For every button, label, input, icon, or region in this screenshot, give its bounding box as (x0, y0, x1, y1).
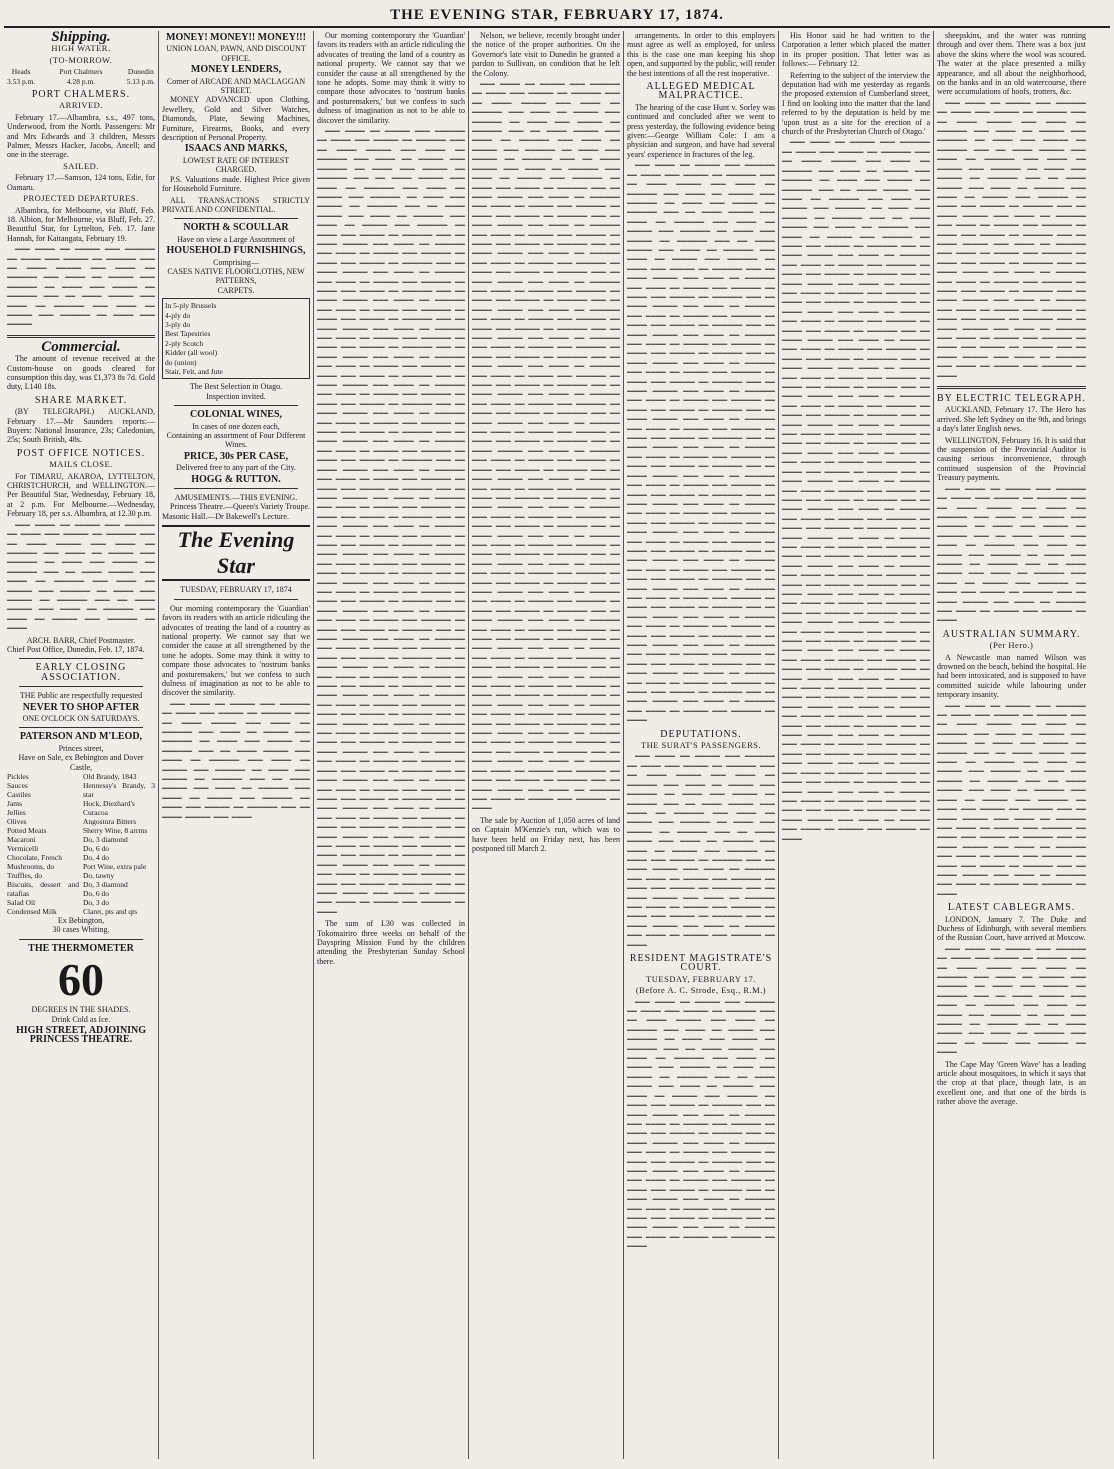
column-5 (624, 31, 779, 1459)
arrived-label: ARRIVED. (59, 100, 103, 111)
list-item: Do, 3 diamond (83, 880, 128, 890)
arrived-text: February 17.—Albambra, s.s., 497 tons, Underwood, from the North. Passengers: Mr and Mrs Edwards and 3 children, Messrs Palmer, Messrs Hacker, Jacobs, Ancell; and one in the steerage. (7, 112, 155, 160)
isaacs-marks: ISAACS AND MARKS, (184, 143, 288, 155)
list-item: Potted Meats (7, 826, 47, 836)
share-text: (BY TELEGRAPH.) AUCKLAND, February 17.—Mr Saunders reports:—Buyers: National Insurance, 23s; Caledonian, 25s; South British, 48s. (7, 407, 155, 445)
list-item: Old Brandy, 1843 (83, 772, 137, 782)
col5-para-a: arrangements. In order to this employers must agree as well as employed, for unless this is the case one man keeping his shop open, and supported by the public, will render the best intentions of all the rest inoperative. (627, 31, 775, 78)
col3-para-b: The sum of L30 was collected in Tokomairiro three weeks on behalf of the Dayspring Mission Fund by the children attending the Presbyterian Sunday School there. (317, 919, 465, 966)
list-item: 2-ply Scotch (165, 338, 204, 348)
list-item: Port Wine, extra pale (83, 862, 147, 872)
colonial-assort: Containing an assortment of Four Different Wines. (166, 431, 306, 450)
alleged-heading: ALLEGED MEDICAL MALPRACTICE. (646, 81, 756, 102)
high-water-label: HIGH WATER. (51, 43, 111, 54)
list-item: do (union) (165, 357, 197, 367)
divider (174, 488, 298, 489)
money-title: MONEY! MONEY!! MONEY!!! (166, 32, 306, 43)
cablegram-2: The Cape May 'Green Wave' has a leading article about mosquitoes, in which it says that the crop at that place, though late, is an excellent one, and that one of the birds is rather above the average. (937, 1059, 1086, 1107)
list-item: Stair, Felt, and Jute (165, 367, 223, 376)
list-item: Truffles, do (7, 871, 43, 881)
carpets-box (162, 298, 310, 379)
columns (4, 31, 1110, 1459)
deputations-heading: DEPUTATIONS. (660, 728, 742, 740)
postmaster: ARCH. BARR, Chief Postmaster. (26, 635, 136, 645)
pm-items-left (7, 772, 79, 916)
hogg-rutton: HOGG & RUTTON. (191, 473, 281, 485)
list-item: Curacoa (83, 808, 108, 818)
column-3 (314, 31, 469, 1459)
list-item: Kidder (all wool) (165, 348, 218, 358)
thermo-value: 60 (58, 954, 104, 1006)
surat-heading: THE SURAT'S PASSENGERS. (640, 740, 762, 751)
tide-table (7, 67, 155, 86)
sailed-label: SAILED. (63, 160, 99, 171)
surat-body-filler: ━━━ ━━━━ ━━ ━━━━━ ━━━ ━━━━━━ ━━ ━━━━ ━━━ ━━━━━ ━━ ━━━━━━ ━━━ ━━ ━━━━ ━━━━━ ━━━ ━━━━ ━━ ━━━━━━ ━━━ ━━━━ ━━ ━━━━━ ━━━ ━━━━━━ ━━ ━━━━ ━━━ ━━━━━ ━━ ━━━━━━ ━━━ ━━ ━━━━ ━━━━━ ━━━ ━━━━ ━━ ━━━━━━ ━━━ ━━━━ ━━ ━━━━━ ━━━ ━━━━━━ ━━ ━━━━ ━━━ ━━━━━ ━━ ━━━━━━ ━━━ ━━ ━━━━ ━━━━━ ━━━ ━━━━ ━━ ━━━━━━ ━━━ ━━━━ ━━ ━━━━━ ━━━ ━━━━━━ ━━ ━━━━ ━━━ ━━━━━ ━━ ━━━━━━ ━━━ ━━ ━━━━ ━━━━━ ━━━ ━━━━ ━━ ━━━━━━ ━━━ ━━━━ ━━ ━━━━━ ━━━ ━━━━━━ ━━ ━━━━ ━━━ ━━━━━ ━━ ━━━━━━ ━━━ ━━ ━━━━ ━━━━━ ━━━ ━━━━ ━━ ━━━━━━ ━━━ ━━━━ ━━ ━━━━━ ━━━ ━━━━━━ ━━ ━━━━ ━━━ ━━━━━ ━━ ━━━━━━ ━━━ ━━ ━━━━ ━━━━━ ━━━ ━━━━ ━━ ━━━━━━ ━━━ ━━━━ ━━ ━━━━━ ━━━ ━━━━━━ ━━ ━━━━ (627, 752, 775, 950)
thermo-drink: Drink Cold as Ice. (51, 1014, 111, 1024)
shipping-body-filler: ━━━ ━━━━ ━━ ━━━━━ ━━━ ━━━━━━ ━━ ━━━━ ━━━ ━━━━━ ━━ ━━━━━━ ━━━ ━━ ━━━━ ━━━━━ ━━━ ━━━━ ━━ ━━━━━━ ━━━ ━━━━ ━━ ━━━━━ ━━━ ━━━━━━ ━━ ━━━━ ━━━ ━━━━━ ━━ ━━━━━━ ━━━ ━━ ━━━━ ━━━━━ ━━━ ━━━━ ━━ ━━━━━━ ━━━ ━━━━ ━━ ━━━━━ ━━━ ━━━━━━ ━━ ━━━━ ━━━ ━━━━━ (7, 245, 155, 330)
divider (19, 686, 143, 687)
divider (174, 405, 298, 406)
thermo-unit: DEGREES IN THE SHADES. (31, 1005, 131, 1015)
paper-title: The Evening Star (162, 525, 310, 581)
col3-para-a: Our morning contemporary the 'Guardian' favors its readers with an article ridiculing the advocates of treating the land of a country as national property. We cannot say that we consider the cause at all strengthened by the tone he adopts. Some may think it witty to compare those advocates to 'nostrum banks and posturemakers,' but we confess to such dulness of imagination as not to be able to discover the similarity. (317, 31, 465, 125)
resident-heading: RESIDENT MAGISTRATE'S COURT. (629, 953, 773, 974)
column-shipping (4, 31, 159, 1459)
post-date: Chief Post Office, Dunedin, Feb. 17, 1874. (7, 644, 145, 654)
pm-street: Princes street, (58, 743, 104, 753)
commercial-text: The amount of revenue received at the Custom-house on goods cleared for consumption this day, was £1,373 8s 7d. Gold duty, L140 18s. (7, 354, 155, 392)
list-item: Jams (7, 799, 22, 809)
early-title: THE Public are respectfully requested (19, 691, 143, 701)
amusements-heading: AMUSEMENTS.—THIS EVENING. (174, 493, 298, 503)
tomorrow-label: (TO-MORROW. (49, 54, 113, 65)
money-sub: UNION LOAN, PAWN, AND DISCOUNT OFFICE. (166, 44, 306, 63)
pm-item-list (7, 772, 155, 916)
amusements-text: Princess Theatre.—Queen's Variety Troupe. Masonic Hall.—Dr Bakewell's Lecture. (162, 502, 311, 521)
pm-ex: Ex Bebington, (57, 916, 105, 926)
confidential: ALL TRANSACTIONS STRICTLY PRIVATE AND CONFIDENTIAL. (162, 195, 310, 214)
shipping-heading: Shipping. (51, 31, 111, 45)
divider (19, 727, 143, 728)
australian-body-filler: ━━━ ━━━━ ━━ ━━━━━ ━━━ ━━━━━━ ━━ ━━━━ ━━━ ━━━━━ ━━ ━━━━━━ ━━━ ━━ ━━━━ ━━━━━ ━━━ ━━━━ ━━ ━━━━━━ ━━━ ━━━━ ━━ ━━━━━ ━━━ ━━━━━━ ━━ ━━━━ ━━━ ━━━━━ ━━ ━━━━━━ ━━━ ━━ ━━━━ ━━━━━ ━━━ ━━━━ ━━ ━━━━━━ ━━━ ━━━━ ━━ ━━━━━ ━━━ ━━━━━━ ━━ ━━━━ ━━━ ━━━━━ ━━ ━━━━━━ ━━━ ━━ ━━━━ ━━━━━ ━━━ ━━━━ ━━ ━━━━━━ ━━━ ━━━━ ━━ ━━━━━ ━━━ ━━━━━━ ━━ ━━━━ ━━━ ━━━━━ ━━ ━━━━━━ ━━━ ━━ ━━━━ ━━━━━ ━━━ ━━━━ ━━ ━━━━━━ ━━━ ━━━━ ━━ ━━━━━ ━━━ ━━━━━━ ━━ ━━━━ ━━━ ━━━━━ ━━ ━━━━━━ ━━━ ━━ ━━━━ ━━━━━ ━━━ ━━━━ ━━ ━━━━━━ ━━━ ━━━━ ━━ ━━━━━ ━━━ ━━━━━━ ━━ ━━━━ ━━━ ━━━━━ ━━ ━━━━━━ ━━━ ━━ ━━━━ ━━━━━ ━━━ ━━━━ ━━ ━━━━━━ ━━━ ━━━━ ━━ ━━━━━ ━━━ ━━━━━━ ━━ ━━━━ (937, 701, 1086, 899)
ns-cases: CASES NATIVE FLOORCLOTHS, NEW PATTERNS, (167, 266, 305, 286)
newspaper-page (4, 4, 1110, 1461)
telegraph-2: WELLINGTON, February 16. It is said that the suspension of the Provincial Auditor is causing serious inconvenience, through continued suspension of the Provincial Treasury payments. (937, 435, 1086, 483)
australian-heading: AUSTRALIAN SUMMARY. (942, 628, 1081, 640)
share-market-heading: SHARE MARKET. (34, 394, 128, 406)
list-item: Hennessy's Brandy, 3 star (83, 781, 155, 800)
mails-text: For TIMARU, AKAROA, LYTTELTON, CHRISTCHURCH, and WELLINGTON.—Per Beautiful Star, Wednesday, February 18, at 2 p.m. For Melbourne.—Wednesday, February 18, per s.s. Albambra, at 12.30 p.m. (7, 471, 155, 519)
list-item: Do, 6 do (83, 889, 110, 899)
telegraph-body-filler: ━━━ ━━━━ ━━ ━━━━━ ━━━ ━━━━━━ ━━ ━━━━ ━━━ ━━━━━ ━━ ━━━━━━ ━━━ ━━ ━━━━ ━━━━━ ━━━ ━━━━ ━━ ━━━━━━ ━━━ ━━━━ ━━ ━━━━━ ━━━ ━━━━━━ ━━ ━━━━ ━━━ ━━━━━ ━━ ━━━━━━ ━━━ ━━ ━━━━ ━━━━━ ━━━ ━━━━ ━━ ━━━━━━ ━━━ ━━━━ ━━ ━━━━━ ━━━ ━━━━━━ ━━ ━━━━ ━━━ ━━━━━ ━━ ━━━━━━ ━━━ ━━ ━━━━ ━━━━━ ━━━ ━━━━ ━━ ━━━━━━ ━━━ ━━━━ ━━ ━━━━━ ━━━ ━━━━━━ ━━ ━━━━ ━━━ ━━━━━ ━━ ━━━━━━ ━━━ ━━ ━━━━ ━━━━━ ━━━ ━━━━ ━━ ━━━━━━ ━━━ ━━━━ ━━ ━━━━━ ━━━ ━━━━━━ ━━ ━━━━ (937, 484, 1086, 626)
col6-para-a: His Honor said he had written to the Corporation a letter which placed the matter in its proper position. That letter was as follows:— February 12. (782, 31, 930, 69)
carpets-note: The Best Selection in Otago. (189, 382, 283, 392)
cablegram-body-filler: ━━━ ━━━━ ━━ ━━━━━ ━━━ ━━━━━━ ━━ ━━━━ ━━━ ━━━━━ ━━ ━━━━━━ ━━━ ━━ ━━━━ ━━━━━ ━━━ ━━━━ ━━ ━━━━━━ ━━━ ━━━━ ━━ ━━━━━ ━━━ ━━━━━━ ━━ ━━━━ ━━━ ━━━━━ ━━ ━━━━━━ ━━━ ━━ ━━━━ ━━━━━ ━━━ ━━━━ ━━ ━━━━━━ ━━━ ━━━━ ━━ ━━━━━ ━━━ ━━━━━━ ━━ ━━━━ ━━━ ━━━━━ ━━ ━━━━━━ ━━━ ━━ ━━━━ ━━━━━ ━━━ ━━━━ ━━ ━━━━━━ ━━━ ━━━━ ━━ ━━━━━ ━━━ ━━━━━━ ━━ ━━━━ (937, 944, 1086, 1058)
list-item: Salad Oil (7, 898, 36, 908)
col4-para-a: Nelson, we believe, recently brought under the notice of the proper authorities. On the Governor's late visit to Dunedin he granted a pardon to Sullivan, on condition that he left the Colony. (472, 31, 620, 78)
thermo-title: THE THERMOMETER (28, 942, 134, 954)
list-item: Biscuits, dessert and ratafias (7, 880, 79, 899)
pawn-note: P.S. Valuations made. Highest Price given for Household Furniture. (162, 174, 310, 194)
tide-dunedin: Dunedin 5.13 p.m. (126, 67, 155, 86)
australian-1: A Newcastle man named Wilson was drowned on the beach, behind the hospital. He had been intoxicated, and is supposed to have committed suicide while labouring under temporary insanity. (937, 652, 1086, 700)
resident-before: (Before A. C. Strode, Esq., R.M.) (635, 985, 767, 996)
list-item: Claret, pts and qts (83, 907, 138, 917)
list-item: Do, 3 do (83, 898, 110, 908)
list-item: Macaroni (7, 835, 36, 845)
tide-port: Port Chalmers 4.28 p.m. (59, 67, 103, 86)
pm-items-right (83, 772, 155, 916)
carpets-title: CARPETS. (217, 285, 255, 295)
cablegrams-heading: LATEST CABLEGRAMS. (947, 902, 1076, 914)
divider (174, 218, 298, 219)
col7-body-filler: ━━━ ━━━━ ━━ ━━━━━ ━━━ ━━━━━━ ━━ ━━━━ ━━━ ━━━━━ ━━ ━━━━━━ ━━━ ━━ ━━━━ ━━━━━ ━━━ ━━━━ ━━ ━━━━━━ ━━━ ━━━━ ━━ ━━━━━ ━━━ ━━━━━━ ━━ ━━━━ ━━━ ━━━━━ ━━ ━━━━━━ ━━━ ━━ ━━━━ ━━━━━ ━━━ ━━━━ ━━ ━━━━━━ ━━━ ━━━━ ━━ ━━━━━ ━━━ ━━━━━━ ━━ ━━━━ ━━━ ━━━━━ ━━ ━━━━━━ ━━━ ━━ ━━━━ ━━━━━ ━━━ ━━━━ ━━ ━━━━━━ ━━━ ━━━━ ━━ ━━━━━ ━━━ ━━━━━━ ━━ ━━━━ ━━━ ━━━━━ ━━ ━━━━━━ ━━━ ━━ ━━━━ ━━━━━ ━━━ ━━━━ ━━ ━━━━━━ ━━━ ━━━━ ━━ ━━━━━ ━━━ ━━━━━━ ━━ ━━━━ ━━━ ━━━━━ ━━ ━━━━━━ ━━━ ━━ ━━━━ ━━━━━ ━━━ ━━━━ ━━ ━━━━━━ ━━━ ━━━━ ━━ ━━━━━ ━━━ ━━━━━━ ━━ ━━━━ ━━━ ━━━━━ ━━ ━━━━━━ ━━━ ━━ ━━━━ ━━━━━ ━━━ ━━━━ ━━ ━━━━━━ ━━━ ━━━━ ━━ ━━━━━ ━━━ ━━━━━━ ━━ ━━━━ ━━━ ━━━━━ ━━ ━━━━━━ ━━━ ━━ ━━━━ ━━━━━ ━━━ ━━━━ ━━ ━━━━━━ ━━━ ━━━━ ━━ ━━━━━ ━━━ ━━━━━━ ━━ ━━━━ ━━━ ━━━━━ ━━ ━━━━━━ ━━━ ━━ ━━━━ ━━━━━ ━━━ ━━━━ ━━ ━━━━━━ ━━━ ━━━━ ━━ ━━━━━ ━━━ ━━━━━━ ━━ ━━━━ ━━━ ━━━━━ ━━ ━━━━━━ ━━━ ━━ ━━━━ ━━━━━ ━━━ ━━━━ ━━ ━━━━━━ ━━━ ━━━━ ━━ ━━━━━ ━━━ ━━━━━━ ━━ ━━━━ (937, 98, 1086, 381)
list-item: 4-ply do (165, 310, 191, 320)
tide-heads: Heads 3.53 p.m. (7, 67, 36, 86)
list-item: Castiles (7, 790, 31, 800)
projected-label: PROJECTED DEPARTURES. (23, 193, 139, 204)
pm-cases: 30 cases Whiting. (52, 925, 110, 935)
list-item: Chocolate, French (7, 853, 62, 863)
post-office-heading: POST OFFICE NOTICES. (16, 447, 146, 459)
masthead: THE EVENING STAR, FEBRUARY 17, 1874. (4, 4, 1110, 28)
list-item: Do, 6 do (83, 844, 110, 854)
col3-body-filler: ━━━ ━━━━ ━━ ━━━━━ ━━━ ━━━━━━ ━━ ━━━━ ━━━ ━━━━━ ━━ ━━━━━━ ━━━ ━━ ━━━━ ━━━━━ ━━━ ━━━━ ━━ ━━━━━━ ━━━ ━━━━ ━━ ━━━━━ ━━━ ━━━━━━ ━━ ━━━━ ━━━ ━━━━━ ━━ ━━━━━━ ━━━ ━━ ━━━━ ━━━━━ ━━━ ━━━━ ━━ ━━━━━━ ━━━ ━━━━ ━━ ━━━━━ ━━━ ━━━━━━ ━━ ━━━━ ━━━ ━━━━━ ━━ ━━━━━━ ━━━ ━━ ━━━━ ━━━━━ ━━━ ━━━━ ━━ ━━━━━━ ━━━ ━━━━ ━━ ━━━━━ ━━━ ━━━━━━ ━━ ━━━━ ━━━ ━━━━━ ━━ ━━━━━━ ━━━ ━━ ━━━━ ━━━━━ ━━━ ━━━━ ━━ ━━━━━━ ━━━ ━━━━ ━━ ━━━━━ ━━━ ━━━━━━ ━━ ━━━━ ━━━ ━━━━━ ━━ ━━━━━━ ━━━ ━━ ━━━━ ━━━━━ ━━━ ━━━━ ━━ ━━━━━━ ━━━ ━━━━ ━━ ━━━━━ ━━━ ━━━━━━ ━━ ━━━━ ━━━ ━━━━━ ━━ ━━━━━━ ━━━ ━━ ━━━━ ━━━━━ ━━━ ━━━━ ━━ ━━━━━━ ━━━ ━━━━ ━━ ━━━━━ ━━━ ━━━━━━ ━━ ━━━━ ━━━ ━━━━━ ━━ ━━━━━━ ━━━ ━━ ━━━━ ━━━━━ ━━━ ━━━━ ━━ ━━━━━━ ━━━ ━━━━ ━━ ━━━━━ ━━━ ━━━━━━ ━━ ━━━━ ━━━ ━━━━━ ━━ ━━━━━━ ━━━ ━━ ━━━━ ━━━━━ ━━━ ━━━━ ━━ ━━━━━━ ━━━ ━━━━ ━━ ━━━━━ ━━━ ━━━━━━ ━━ ━━━━ ━━━ ━━━━━ ━━ ━━━━━━ ━━━ ━━ ━━━━ ━━━━━ ━━━ ━━━━ ━━ ━━━━━━ ━━━ ━━━━ ━━ ━━━━━ ━━━ ━━━━━━ ━━ ━━━━ ━━━ ━━━━━ ━━ ━━━━━━ ━━━ ━━ ━━━━ ━━━━━ ━━━ ━━━━ ━━ ━━━━━━ ━━━ ━━━━ ━━ ━━━━━ ━━━ ━━━━━━ ━━ ━━━━ ━━━ ━━━━━ ━━ ━━━━━━ ━━━ ━━ ━━━━ ━━━━━ ━━━ ━━━━ ━━ ━━━━━━ ━━━ ━━━━ ━━ ━━━━━ ━━━ ━━━━━━ ━━ ━━━━ ━━━ ━━━━━ ━━ ━━━━━━ ━━━ ━━ ━━━━ ━━━━━ ━━━ ━━━━ ━━ ━━━━━━ ━━━ ━━━━ ━━ ━━━━━ ━━━ ━━━━━━ ━━ ━━━━ ━━━ ━━━━━ ━━ ━━━━━━ ━━━ ━━ ━━━━ ━━━━━ ━━━ ━━━━ ━━ ━━━━━━ ━━━ ━━━━ ━━ ━━━━━ ━━━ ━━━━━━ ━━ ━━━━ ━━━ ━━━━━ ━━ ━━━━━━ ━━━ ━━ ━━━━ ━━━━━ ━━━ ━━━━ ━━ ━━━━━━ ━━━ ━━━━ ━━ ━━━━━ ━━━ ━━━━━━ ━━ ━━━━ ━━━ ━━━━━ ━━ ━━━━━━ ━━━ ━━ ━━━━ ━━━━━ ━━━ ━━━━ ━━ ━━━━━━ ━━━ ━━━━ ━━ ━━━━━ ━━━ ━━━━━━ ━━ ━━━━ ━━━ ━━━━━ ━━ ━━━━━━ ━━━ ━━ ━━━━ ━━━━━ ━━━ ━━━━ ━━ ━━━━━━ ━━━ ━━━━ ━━ ━━━━━ ━━━ ━━━━━━ ━━ ━━━━ ━━━ ━━━━━ ━━ ━━━━━━ ━━━ ━━ ━━━━ ━━━━━ ━━━ ━━━━ ━━ ━━━━━━ ━━━ ━━━━ ━━ ━━━━━ ━━━ ━━━━━━ ━━ ━━━━ ━━━ ━━━━━ ━━ ━━━━━━ ━━━ ━━ ━━━━ ━━━━━ ━━━ ━━━━ ━━ ━━━━━━ ━━━ ━━━━ ━━ ━━━━━ ━━━ ━━━━━━ ━━ ━━━━ ━━━ ━━━━━ ━━ ━━━━━━ ━━━ ━━ ━━━━ ━━━━━ ━━━ ━━━━ ━━ ━━━━━━ ━━━ ━━━━ ━━ ━━━━━ ━━━ ━━━━━━ ━━ ━━━━ ━━━ ━━━━━ ━━ ━━━━━━ ━━━ ━━ ━━━━ ━━━━━ ━━━ ━━━━ ━━ ━━━━━━ ━━━ ━━━━ ━━ ━━━━━ ━━━ ━━━━━━ ━━ ━━━━ ━━━ ━━━━━ ━━ ━━━━━━ ━━━ ━━ ━━━━ ━━━━━ ━━━ ━━━━ ━━ ━━━━━━ ━━━ ━━━━ ━━ ━━━━━ ━━━ ━━━━━━ ━━ ━━━━ ━━━ ━━━━━ ━━ ━━━━━━ ━━━ ━━ ━━━━ ━━━━━ ━━━ ━━━━ ━━ ━━━━━━ ━━━ ━━━━ ━━ ━━━━━ ━━━ ━━━━━━ ━━ ━━━━ ━━━ ━━━━━ ━━ ━━━━━━ ━━━ ━━ ━━━━ ━━━━━ ━━━ ━━━━ ━━ ━━━━━━ ━━━ ━━━━ ━━ ━━━━━ ━━━ ━━━━━━ ━━ ━━━━ ━━━ ━━━━━ ━━ ━━━━━━ ━━━ ━━ ━━━━ ━━━━━ ━━━ ━━━━ ━━ ━━━━━━ ━━━ ━━━━ ━━ ━━━━━ ━━━ ━━━━━━ ━━ ━━━━ ━━━ ━━━━━ ━━ ━━━━━━ ━━━ ━━ ━━━━ ━━━━━ ━━━ ━━━━ ━━ ━━━━━━ ━━━ ━━━━ ━━ ━━━━━ ━━━ ━━━━━━ ━━ ━━━━ ━━━ ━━━━━ ━━ ━━━━━━ ━━━ ━━ ━━━━ ━━━━━ ━━━ ━━━━ ━━ ━━━━━━ ━━━ ━━━━ ━━ ━━━━━ ━━━ ━━━━━━ ━━ ━━━━ ━━━ ━━━━━ ━━ ━━━━━━ ━━━ ━━ ━━━━ ━━━━━ ━━━ ━━━━ ━━ ━━━━━━ ━━━ ━━━━ ━━ ━━━━━ ━━━ ━━━━━━ ━━ ━━━━ (317, 127, 465, 917)
inspection: Inspection invited. (206, 391, 266, 401)
list-item: Vermicelli (7, 844, 39, 854)
resident-date: TUESDAY, FEBRUARY 17. (646, 973, 756, 984)
colonial-wines: COLONIAL WINES, (189, 409, 283, 421)
list-item: Pickles (7, 772, 29, 782)
list-item: Olives (7, 817, 27, 827)
mails-body-filler: ━━━ ━━━━ ━━ ━━━━━ ━━━ ━━━━━━ ━━ ━━━━ ━━━ ━━━━━ ━━ ━━━━━━ ━━━ ━━ ━━━━ ━━━━━ ━━━ ━━━━ ━━ ━━━━━━ ━━━ ━━━━ ━━ ━━━━━ ━━━ ━━━━━━ ━━ ━━━━ ━━━ ━━━━━ ━━ ━━━━━━ ━━━ ━━ ━━━━ ━━━━━ ━━━ ━━━━ ━━ ━━━━━━ ━━━ ━━━━ ━━ ━━━━━ ━━━ ━━━━━━ ━━ ━━━━ ━━━ ━━━━━ ━━ ━━━━━━ ━━━ ━━ ━━━━ ━━━━━ ━━━ ━━━━ ━━ ━━━━━━ ━━━ ━━━━ ━━ ━━━━━ ━━━ ━━━━━━ ━━ ━━━━ (7, 520, 155, 634)
money-corner: Corner of ARCADE AND MACLAGGAN STREET. (166, 76, 306, 96)
ns-text: Have on view a Large Assortment of (177, 234, 295, 244)
divider (19, 939, 143, 940)
projected-text: Albambra, for Melbourne, via Bluff, Feb. 18. Albion, for Melbourne, via Bluff, Feb. 27. Beautiful Star, for Lyttelton, Feb. 17. Jane Hannah, for Kaitangata, February 19. (7, 205, 155, 243)
early-closing-heading: EARLY CLOSING ASSOCIATION. (35, 662, 127, 683)
cablegram-1: LONDON, January 7. The Duke and Duchess of Edinburgh, with several members of the Russian Court, have arrived at Moscow. (937, 914, 1086, 943)
column-7 (934, 31, 1089, 1459)
editorial-lead: Our morning contemporary the 'Guardian' favors its readers with an article ridiculing the advocates of treating the land of a country as national property. We cannot say that we consider the cause at all strengthened by the tone he adopts. Some may think it witty to compare those advocates to 'nostrum banks and posturemakers,' but we confess to such dulness of imagination as not to be able to discover the similarity. (162, 603, 310, 698)
list-item: Condensed Milk (7, 907, 57, 917)
one-oclock: ONE O'CLOCK ON SATURDAYS. (22, 714, 140, 723)
list-item: Sherry Wine, 8 arrms (83, 826, 148, 836)
delivered: Delivered free to any part of the City. (176, 463, 296, 473)
commercial-heading: Commercial. (41, 338, 121, 355)
ns-comprising: Comprising— (213, 257, 259, 267)
col5-para-b: The hearing of the case Hunt v. Sorley was continued and concluded after we went to press yesterday, the following evidence being given:—George William Cole: I am a physician and surgeon, and have had several years' experience in fractures of the leg. (627, 102, 775, 159)
list-item: Do, 4 do (83, 853, 110, 863)
divider (19, 658, 143, 659)
colonial-text: In cases of one dozen each, (192, 421, 280, 431)
divider (937, 386, 1086, 389)
list-item: Sauces (7, 781, 28, 791)
lowest-rate: LOWEST RATE OF INTEREST CHARGED. (182, 155, 290, 175)
ns-household: HOUSEHOLD FURNISHINGS, (166, 245, 306, 257)
money-lenders: MONEY LENDERS, (190, 64, 282, 76)
sailed-text: February 17.—Samson, 124 tons, Edie, for Oamaru. (7, 173, 155, 192)
list-item: Hock, Diezhard's (83, 799, 135, 809)
port-heading: PORT CHALMERS. (31, 89, 131, 101)
col7-para-a: sheepskins, and the water was running through and over them. There was a box just above the skins where the wool was scoured. The water at the place presented a milky appearance, and all about the neighborhood, on the banks and in an old watercourse, there were accumulations of hoofs, trotters, &c. (937, 31, 1086, 97)
list-item: 3-ply do (165, 319, 191, 329)
col5-body-filler: ━━━ ━━━━ ━━ ━━━━━ ━━━ ━━━━━━ ━━ ━━━━ ━━━ ━━━━━ ━━ ━━━━━━ ━━━ ━━ ━━━━ ━━━━━ ━━━ ━━━━ ━━ ━━━━━━ ━━━ ━━━━ ━━ ━━━━━ ━━━ ━━━━━━ ━━ ━━━━ ━━━ ━━━━━ ━━ ━━━━━━ ━━━ ━━ ━━━━ ━━━━━ ━━━ ━━━━ ━━ ━━━━━━ ━━━ ━━━━ ━━ ━━━━━ ━━━ ━━━━━━ ━━ ━━━━ ━━━ ━━━━━ ━━ ━━━━━━ ━━━ ━━ ━━━━ ━━━━━ ━━━ ━━━━ ━━ ━━━━━━ ━━━ ━━━━ ━━ ━━━━━ ━━━ ━━━━━━ ━━ ━━━━ ━━━ ━━━━━ ━━ ━━━━━━ ━━━ ━━ ━━━━ ━━━━━ ━━━ ━━━━ ━━ ━━━━━━ ━━━ ━━━━ ━━ ━━━━━ ━━━ ━━━━━━ ━━ ━━━━ ━━━ ━━━━━ ━━ ━━━━━━ ━━━ ━━ ━━━━ ━━━━━ ━━━ ━━━━ ━━ ━━━━━━ ━━━ ━━━━ ━━ ━━━━━ ━━━ ━━━━━━ ━━ ━━━━ ━━━ ━━━━━ ━━ ━━━━━━ ━━━ ━━ ━━━━ ━━━━━ ━━━ ━━━━ ━━ ━━━━━━ ━━━ ━━━━ ━━ ━━━━━ ━━━ ━━━━━━ ━━ ━━━━ ━━━ ━━━━━ ━━ ━━━━━━ ━━━ ━━ ━━━━ ━━━━━ ━━━ ━━━━ ━━ ━━━━━━ ━━━ ━━━━ ━━ ━━━━━ ━━━ ━━━━━━ ━━ ━━━━ ━━━ ━━━━━ ━━ ━━━━━━ ━━━ ━━ ━━━━ ━━━━━ ━━━ ━━━━ ━━ ━━━━━━ ━━━ ━━━━ ━━ ━━━━━ ━━━ ━━━━━━ ━━ ━━━━ ━━━ ━━━━━ ━━ ━━━━━━ ━━━ ━━ ━━━━ ━━━━━ ━━━ ━━━━ ━━ ━━━━━━ ━━━ ━━━━ ━━ ━━━━━ ━━━ ━━━━━━ ━━ ━━━━ ━━━ ━━━━━ ━━ ━━━━━━ ━━━ ━━ ━━━━ ━━━━━ ━━━ ━━━━ ━━ ━━━━━━ ━━━ ━━━━ ━━ ━━━━━ ━━━ ━━━━━━ ━━ ━━━━ ━━━ ━━━━━ ━━ ━━━━━━ ━━━ ━━ ━━━━ ━━━━━ ━━━ ━━━━ ━━ ━━━━━━ ━━━ ━━━━ ━━ ━━━━━ ━━━ ━━━━━━ ━━ ━━━━ ━━━ ━━━━━ ━━ ━━━━━━ ━━━ ━━ ━━━━ ━━━━━ ━━━ ━━━━ ━━ ━━━━━━ ━━━ ━━━━ ━━ ━━━━━ ━━━ ━━━━━━ ━━ ━━━━ ━━━ ━━━━━ ━━ ━━━━━━ ━━━ ━━ ━━━━ ━━━━━ ━━━ ━━━━ ━━ ━━━━━━ ━━━ ━━━━ ━━ ━━━━━ ━━━ ━━━━━━ ━━ ━━━━ ━━━ ━━━━━ ━━ ━━━━━━ ━━━ ━━ ━━━━ ━━━━━ ━━━ ━━━━ ━━ ━━━━━━ ━━━ ━━━━ ━━ ━━━━━ ━━━ ━━━━━━ ━━ ━━━━ ━━━ ━━━━━ ━━ ━━━━━━ ━━━ ━━ ━━━━ ━━━━━ ━━━ ━━━━ ━━ ━━━━━━ ━━━ ━━━━ ━━ ━━━━━ ━━━ ━━━━━━ ━━ ━━━━ ━━━ ━━━━━ ━━ ━━━━━━ ━━━ ━━ ━━━━ ━━━━━ ━━━ ━━━━ ━━ ━━━━━━ ━━━ ━━━━ ━━ ━━━━━ ━━━ ━━━━━━ ━━ ━━━━ ━━━ ━━━━━ ━━ ━━━━━━ ━━━ ━━ ━━━━ ━━━━━ ━━━ ━━━━ ━━ ━━━━━━ ━━━ ━━━━ ━━ ━━━━━ ━━━ ━━━━━━ ━━ ━━━━ ━━━ ━━━━━ ━━ ━━━━━━ ━━━ ━━ ━━━━ ━━━━━ ━━━ ━━━━ ━━ ━━━━━━ ━━━ ━━━━ ━━ ━━━━━ ━━━ ━━━━━━ ━━ ━━━━ ━━━ ━━━━━ ━━ ━━━━━━ ━━━ ━━ ━━━━ ━━━━━ ━━━ ━━━━ ━━ ━━━━━━ ━━━ ━━━━ ━━ ━━━━━ ━━━ ━━━━━━ ━━ ━━━━ (627, 161, 775, 726)
col4-para-b: The sale by Auction of 1,050 acres of land on Captain M'Kenzie's run, which was to have been held on Friday next, has been postponed till March 2. (472, 815, 620, 853)
divider (174, 599, 298, 600)
pm-name: PATERSON AND M'LEOD, (19, 731, 143, 743)
wine-price: PRICE, 30s PER CASE, (183, 450, 289, 462)
paper-date: TUESDAY, FEBRUARY 17, 1874 (180, 585, 292, 595)
column-6 (779, 31, 934, 1459)
col6-body-filler: ━━━ ━━━━ ━━ ━━━━━ ━━━ ━━━━━━ ━━ ━━━━ ━━━ ━━━━━ ━━ ━━━━━━ ━━━ ━━ ━━━━ ━━━━━ ━━━ ━━━━ ━━ ━━━━━━ ━━━ ━━━━ ━━ ━━━━━ ━━━ ━━━━━━ ━━ ━━━━ ━━━ ━━━━━ ━━ ━━━━━━ ━━━ ━━ ━━━━ ━━━━━ ━━━ ━━━━ ━━ ━━━━━━ ━━━ ━━━━ ━━ ━━━━━ ━━━ ━━━━━━ ━━ ━━━━ ━━━ ━━━━━ ━━ ━━━━━━ ━━━ ━━ ━━━━ ━━━━━ ━━━ ━━━━ ━━ ━━━━━━ ━━━ ━━━━ ━━ ━━━━━ ━━━ ━━━━━━ ━━ ━━━━ ━━━ ━━━━━ ━━ ━━━━━━ ━━━ ━━ ━━━━ ━━━━━ ━━━ ━━━━ ━━ ━━━━━━ ━━━ ━━━━ ━━ ━━━━━ ━━━ ━━━━━━ ━━ ━━━━ ━━━ ━━━━━ ━━ ━━━━━━ ━━━ ━━ ━━━━ ━━━━━ ━━━ ━━━━ ━━ ━━━━━━ ━━━ ━━━━ ━━ ━━━━━ ━━━ ━━━━━━ ━━ ━━━━ ━━━ ━━━━━ ━━ ━━━━━━ ━━━ ━━ ━━━━ ━━━━━ ━━━ ━━━━ ━━ ━━━━━━ ━━━ ━━━━ ━━ ━━━━━ ━━━ ━━━━━━ ━━ ━━━━ ━━━ ━━━━━ ━━ ━━━━━━ ━━━ ━━ ━━━━ ━━━━━ ━━━ ━━━━ ━━ ━━━━━━ ━━━ ━━━━ ━━ ━━━━━ ━━━ ━━━━━━ ━━ ━━━━ ━━━ ━━━━━ ━━ ━━━━━━ ━━━ ━━ ━━━━ ━━━━━ ━━━ ━━━━ ━━ ━━━━━━ ━━━ ━━━━ ━━ ━━━━━ ━━━ ━━━━━━ ━━ ━━━━ ━━━ ━━━━━ ━━ ━━━━━━ ━━━ ━━ ━━━━ ━━━━━ ━━━ ━━━━ ━━ ━━━━━━ ━━━ ━━━━ ━━ ━━━━━ ━━━ ━━━━━━ ━━ ━━━━ ━━━ ━━━━━ ━━ ━━━━━━ ━━━ ━━ ━━━━ ━━━━━ ━━━ ━━━━ ━━ ━━━━━━ ━━━ ━━━━ ━━ ━━━━━ ━━━ ━━━━━━ ━━ ━━━━ ━━━ ━━━━━ ━━ ━━━━━━ ━━━ ━━ ━━━━ ━━━━━ ━━━ ━━━━ ━━ ━━━━━━ ━━━ ━━━━ ━━ ━━━━━ ━━━ ━━━━━━ ━━ ━━━━ ━━━ ━━━━━ ━━ ━━━━━━ ━━━ ━━ ━━━━ ━━━━━ ━━━ ━━━━ ━━ ━━━━━━ ━━━ ━━━━ ━━ ━━━━━ ━━━ ━━━━━━ ━━ ━━━━ ━━━ ━━━━━ ━━ ━━━━━━ ━━━ ━━ ━━━━ ━━━━━ ━━━ ━━━━ ━━ ━━━━━━ ━━━ ━━━━ ━━ ━━━━━ ━━━ ━━━━━━ ━━ ━━━━ ━━━ ━━━━━ ━━ ━━━━━━ ━━━ ━━ ━━━━ ━━━━━ ━━━ ━━━━ ━━ ━━━━━━ ━━━ ━━━━ ━━ ━━━━━ ━━━ ━━━━━━ ━━ ━━━━ ━━━ ━━━━━ ━━ ━━━━━━ ━━━ ━━ ━━━━ ━━━━━ ━━━ ━━━━ ━━ ━━━━━━ ━━━ ━━━━ ━━ ━━━━━ ━━━ ━━━━━━ ━━ ━━━━ ━━━ ━━━━━ ━━ ━━━━━━ ━━━ ━━ ━━━━ ━━━━━ ━━━ ━━━━ ━━ ━━━━━━ ━━━ ━━━━ ━━ ━━━━━ ━━━ ━━━━━━ ━━ ━━━━ ━━━ ━━━━━ ━━ ━━━━━━ ━━━ ━━ ━━━━ ━━━━━ ━━━ ━━━━ ━━ ━━━━━━ ━━━ ━━━━ ━━ ━━━━━ ━━━ ━━━━━━ ━━ ━━━━ ━━━ ━━━━━ ━━ ━━━━━━ ━━━ ━━ ━━━━ ━━━━━ ━━━ ━━━━ ━━ ━━━━━━ ━━━ ━━━━ ━━ ━━━━━ ━━━ ━━━━━━ ━━ ━━━━ ━━━ ━━━━━ ━━ ━━━━━━ ━━━ ━━ ━━━━ ━━━━━ ━━━ ━━━━ ━━ ━━━━━━ ━━━ ━━━━ ━━ ━━━━━ ━━━ ━━━━━━ ━━ ━━━━ ━━━ ━━━━━ ━━ ━━━━━━ ━━━ ━━ ━━━━ ━━━━━ ━━━ ━━━━ ━━ ━━━━━━ ━━━ ━━━━ ━━ ━━━━━ ━━━ ━━━━━━ ━━ ━━━━ ━━━ ━━━━━ ━━ ━━━━━━ ━━━ ━━ ━━━━ ━━━━━ ━━━ ━━━━ ━━ ━━━━━━ ━━━ ━━━━ ━━ ━━━━━ ━━━ ━━━━━━ ━━ ━━━━ ━━━ ━━━━━ ━━ ━━━━━━ ━━━ ━━ ━━━━ ━━━━━ ━━━ ━━━━ ━━ ━━━━━━ ━━━ ━━━━ ━━ ━━━━━ ━━━ ━━━━━━ ━━ ━━━━ ━━━ ━━━━━ ━━ ━━━━━━ ━━━ ━━ ━━━━ ━━━━━ ━━━ ━━━━ ━━ ━━━━━━ ━━━ ━━━━ ━━ ━━━━━ ━━━ ━━━━━━ ━━ ━━━━ ━━━ ━━━━━ ━━ ━━━━━━ ━━━ ━━ ━━━━ ━━━━━ ━━━ ━━━━ ━━ ━━━━━━ ━━━ ━━━━ ━━ ━━━━━ ━━━ ━━━━━━ ━━ ━━━━ (782, 138, 930, 844)
mails-close-label: MAILS CLOSE. (49, 459, 113, 470)
list-item: In 5-ply Brussels (165, 301, 217, 311)
col4-body-filler: ━━━ ━━━━ ━━ ━━━━━ ━━━ ━━━━━━ ━━ ━━━━ ━━━ ━━━━━ ━━ ━━━━━━ ━━━ ━━ ━━━━ ━━━━━ ━━━ ━━━━ ━━ ━━━━━━ ━━━ ━━━━ ━━ ━━━━━ ━━━ ━━━━━━ ━━ ━━━━ ━━━ ━━━━━ ━━ ━━━━━━ ━━━ ━━ ━━━━ ━━━━━ ━━━ ━━━━ ━━ ━━━━━━ ━━━ ━━━━ ━━ ━━━━━ ━━━ ━━━━━━ ━━ ━━━━ ━━━ ━━━━━ ━━ ━━━━━━ ━━━ ━━ ━━━━ ━━━━━ ━━━ ━━━━ ━━ ━━━━━━ ━━━ ━━━━ ━━ ━━━━━ ━━━ ━━━━━━ ━━ ━━━━ ━━━ ━━━━━ ━━ ━━━━━━ ━━━ ━━ ━━━━ ━━━━━ ━━━ ━━━━ ━━ ━━━━━━ ━━━ ━━━━ ━━ ━━━━━ ━━━ ━━━━━━ ━━ ━━━━ ━━━ ━━━━━ ━━ ━━━━━━ ━━━ ━━ ━━━━ ━━━━━ ━━━ ━━━━ ━━ ━━━━━━ ━━━ ━━━━ ━━ ━━━━━ ━━━ ━━━━━━ ━━ ━━━━ ━━━ ━━━━━ ━━ ━━━━━━ ━━━ ━━ ━━━━ ━━━━━ ━━━ ━━━━ ━━ ━━━━━━ ━━━ ━━━━ ━━ ━━━━━ ━━━ ━━━━━━ ━━ ━━━━ ━━━ ━━━━━ ━━ ━━━━━━ ━━━ ━━ ━━━━ ━━━━━ ━━━ ━━━━ ━━ ━━━━━━ ━━━ ━━━━ ━━ ━━━━━ ━━━ ━━━━━━ ━━ ━━━━ ━━━ ━━━━━ ━━ ━━━━━━ ━━━ ━━ ━━━━ ━━━━━ ━━━ ━━━━ ━━ ━━━━━━ ━━━ ━━━━ ━━ ━━━━━ ━━━ ━━━━━━ ━━ ━━━━ ━━━ ━━━━━ ━━ ━━━━━━ ━━━ ━━ ━━━━ ━━━━━ ━━━ ━━━━ ━━ ━━━━━━ ━━━ ━━━━ ━━ ━━━━━ ━━━ ━━━━━━ ━━ ━━━━ ━━━ ━━━━━ ━━ ━━━━━━ ━━━ ━━ ━━━━ ━━━━━ ━━━ ━━━━ ━━ ━━━━━━ ━━━ ━━━━ ━━ ━━━━━ ━━━ ━━━━━━ ━━ ━━━━ ━━━ ━━━━━ ━━ ━━━━━━ ━━━ ━━ ━━━━ ━━━━━ ━━━ ━━━━ ━━ ━━━━━━ ━━━ ━━━━ ━━ ━━━━━ ━━━ ━━━━━━ ━━ ━━━━ ━━━ ━━━━━ ━━ ━━━━━━ ━━━ ━━ ━━━━ ━━━━━ ━━━ ━━━━ ━━ ━━━━━━ ━━━ ━━━━ ━━ ━━━━━ ━━━ ━━━━━━ ━━ ━━━━ ━━━ ━━━━━ ━━ ━━━━━━ ━━━ ━━ ━━━━ ━━━━━ ━━━ ━━━━ ━━ ━━━━━━ ━━━ ━━━━ ━━ ━━━━━ ━━━ ━━━━━━ ━━ ━━━━ ━━━ ━━━━━ ━━ ━━━━━━ ━━━ ━━ ━━━━ ━━━━━ ━━━ ━━━━ ━━ ━━━━━━ ━━━ ━━━━ ━━ ━━━━━ ━━━ ━━━━━━ ━━ ━━━━ ━━━ ━━━━━ ━━ ━━━━━━ ━━━ ━━ ━━━━ ━━━━━ ━━━ ━━━━ ━━ ━━━━━━ ━━━ ━━━━ ━━ ━━━━━ ━━━ ━━━━━━ ━━ ━━━━ ━━━ ━━━━━ ━━ ━━━━━━ ━━━ ━━ ━━━━ ━━━━━ ━━━ ━━━━ ━━ ━━━━━━ ━━━ ━━━━ ━━ ━━━━━ ━━━ ━━━━━━ ━━ ━━━━ ━━━ ━━━━━ ━━ ━━━━━━ ━━━ ━━ ━━━━ ━━━━━ ━━━ ━━━━ ━━ ━━━━━━ ━━━ ━━━━ ━━ ━━━━━ ━━━ ━━━━━━ ━━ ━━━━ ━━━ ━━━━━ ━━ ━━━━━━ ━━━ ━━ ━━━━ ━━━━━ ━━━ ━━━━ ━━ ━━━━━━ ━━━ ━━━━ ━━ ━━━━━ ━━━ ━━━━━━ ━━ ━━━━ ━━━ ━━━━━ ━━ ━━━━━━ ━━━ ━━ ━━━━ ━━━━━ ━━━ ━━━━ ━━ ━━━━━━ ━━━ ━━━━ ━━ ━━━━━ ━━━ ━━━━━━ ━━ ━━━━ ━━━ ━━━━━ ━━ ━━━━━━ ━━━ ━━ ━━━━ ━━━━━ ━━━ ━━━━ ━━ ━━━━━━ ━━━ ━━━━ ━━ ━━━━━ ━━━ ━━━━━━ ━━ ━━━━ ━━━ ━━━━━ ━━ ━━━━━━ ━━━ ━━ ━━━━ ━━━━━ ━━━ ━━━━ ━━ ━━━━━━ ━━━ ━━━━ ━━ ━━━━━ ━━━ ━━━━━━ ━━ ━━━━ ━━━ ━━━━━ ━━ ━━━━━━ ━━━ ━━ ━━━━ ━━━━━ ━━━ ━━━━ ━━ ━━━━━━ ━━━ ━━━━ ━━ ━━━━━ ━━━ ━━━━━━ ━━ ━━━━ ━━━ ━━━━━ ━━ ━━━━━━ ━━━ ━━ ━━━━ ━━━━━ ━━━ ━━━━ ━━ ━━━━━━ ━━━ ━━━━ ━━ ━━━━━ ━━━ ━━━━━━ ━━ ━━━━ ━━━ ━━━━━ ━━ ━━━━━━ ━━━ ━━ ━━━━ ━━━━━ ━━━ ━━━━ ━━ ━━━━━━ ━━━ ━━━━ ━━ ━━━━━ ━━━ ━━━━━━ ━━ ━━━━ ━━━ ━━━━━ ━━ ━━━━━━ ━━━ ━━ ━━━━ ━━━━━ ━━━ ━━━━ ━━ ━━━━━━ ━━━ ━━━━ ━━ ━━━━━ ━━━ ━━━━━━ ━━ ━━━━ (472, 80, 620, 814)
thermo-street: HIGH STREET, ADJOINING PRINCESS THEATRE. (15, 1025, 147, 1046)
list-item: Jellies (7, 808, 26, 818)
never-shop: NEVER TO SHOP AFTER (22, 701, 140, 713)
list-item: Do, tawny (83, 871, 115, 881)
divider (7, 335, 155, 338)
ns-name: NORTH & SCOULLAR (183, 222, 289, 234)
list-item: Best Tapestries (165, 329, 211, 339)
column-4 (469, 31, 624, 1459)
carpet-list (165, 301, 307, 376)
money-text: MONEY ADVANCED upon Clothing, Jewellery, Gold and Silver Watches, Diamonds, Plate, Sewing Machines, Furniture, Firearms, Books, and every description of Personal Property. (162, 95, 310, 143)
pm-sale: Have on Sale, ex Bebington and Dover Castle, (18, 753, 144, 772)
list-item: Do, 3 diamond (83, 835, 128, 845)
list-item: Angostura Bitters (83, 817, 137, 827)
column-ads (159, 31, 314, 1459)
col6-para-b: Referring to the subject of the interview the deputation had with me yesterday as regards the proposed extension of Cumberland street, I find on looking into the matter that the land referred to by the deputation is held by me 'upon trust as a site for the erection of a church of the Presbyterian Church of Otago.' (782, 70, 930, 137)
resident-body-filler: ━━━ ━━━━ ━━ ━━━━━ ━━━ ━━━━━━ ━━ ━━━━ ━━━ ━━━━━ ━━ ━━━━━━ ━━━ ━━ ━━━━ ━━━━━ ━━━ ━━━━ ━━ ━━━━━━ ━━━ ━━━━ ━━ ━━━━━ ━━━ ━━━━━━ ━━ ━━━━ ━━━ ━━━━━ ━━ ━━━━━━ ━━━ ━━ ━━━━ ━━━━━ ━━━ ━━━━ ━━ ━━━━━━ ━━━ ━━━━ ━━ ━━━━━ ━━━ ━━━━━━ ━━ ━━━━ ━━━ ━━━━━ ━━ ━━━━━━ ━━━ ━━ ━━━━ ━━━━━ ━━━ ━━━━ ━━ ━━━━━━ ━━━ ━━━━ ━━ ━━━━━ ━━━ ━━━━━━ ━━ ━━━━ ━━━ ━━━━━ ━━ ━━━━━━ ━━━ ━━ ━━━━ ━━━━━ ━━━ ━━━━ ━━ ━━━━━━ ━━━ ━━━━ ━━ ━━━━━ ━━━ ━━━━━━ ━━ ━━━━ ━━━ ━━━━━ ━━ ━━━━━━ ━━━ ━━ ━━━━ ━━━━━ ━━━ ━━━━ ━━ ━━━━━━ ━━━ ━━━━ ━━ ━━━━━ ━━━ ━━━━━━ ━━ ━━━━ ━━━ ━━━━━ ━━ ━━━━━━ ━━━ ━━ ━━━━ ━━━━━ ━━━ ━━━━ ━━ ━━━━━━ ━━━ ━━━━ ━━ ━━━━━ ━━━ ━━━━━━ ━━ ━━━━ ━━━ ━━━━━ ━━ ━━━━━━ ━━━ ━━ ━━━━ ━━━━━ ━━━ ━━━━ ━━ ━━━━━━ ━━━ ━━━━ ━━ ━━━━━ ━━━ ━━━━━━ ━━ ━━━━ ━━━ ━━━━━ ━━ ━━━━━━ ━━━ ━━ ━━━━ ━━━━━ ━━━ ━━━━ ━━ ━━━━━━ ━━━ ━━━━ ━━ ━━━━━ ━━━ ━━━━━━ ━━ ━━━━ (627, 997, 775, 1252)
per-hero: (Per Hero.) (989, 640, 1034, 651)
editorial-body-filler: ━━━ ━━━━ ━━ ━━━━━ ━━━ ━━━━━━ ━━ ━━━━ ━━━ ━━━━━ ━━ ━━━━━━ ━━━ ━━ ━━━━ ━━━━━ ━━━ ━━━━ ━━ ━━━━━━ ━━━ ━━━━ ━━ ━━━━━ ━━━ ━━━━━━ ━━ ━━━━ ━━━ ━━━━━ ━━ ━━━━━━ ━━━ ━━ ━━━━ ━━━━━ ━━━ ━━━━ ━━ ━━━━━━ ━━━ ━━━━ ━━ ━━━━━ ━━━ ━━━━━━ ━━ ━━━━ ━━━ ━━━━━ ━━ ━━━━━━ ━━━ ━━ ━━━━ ━━━━━ ━━━ ━━━━ ━━ ━━━━━━ ━━━ ━━━━ ━━ ━━━━━ ━━━ ━━━━━━ ━━ ━━━━ ━━━ ━━━━━ ━━ ━━━━━━ ━━━ ━━ ━━━━ ━━━━━ ━━━ ━━━━ (162, 699, 310, 822)
list-item: Mushrooms, do (7, 862, 55, 872)
telegraph-1: AUCKLAND, February 17. The Hero has arrived. She left Sydney on the 9th, and brings a day's later English news. (937, 405, 1086, 434)
electric-heading: BY ELECTRIC TELEGRAPH. (937, 393, 1086, 405)
